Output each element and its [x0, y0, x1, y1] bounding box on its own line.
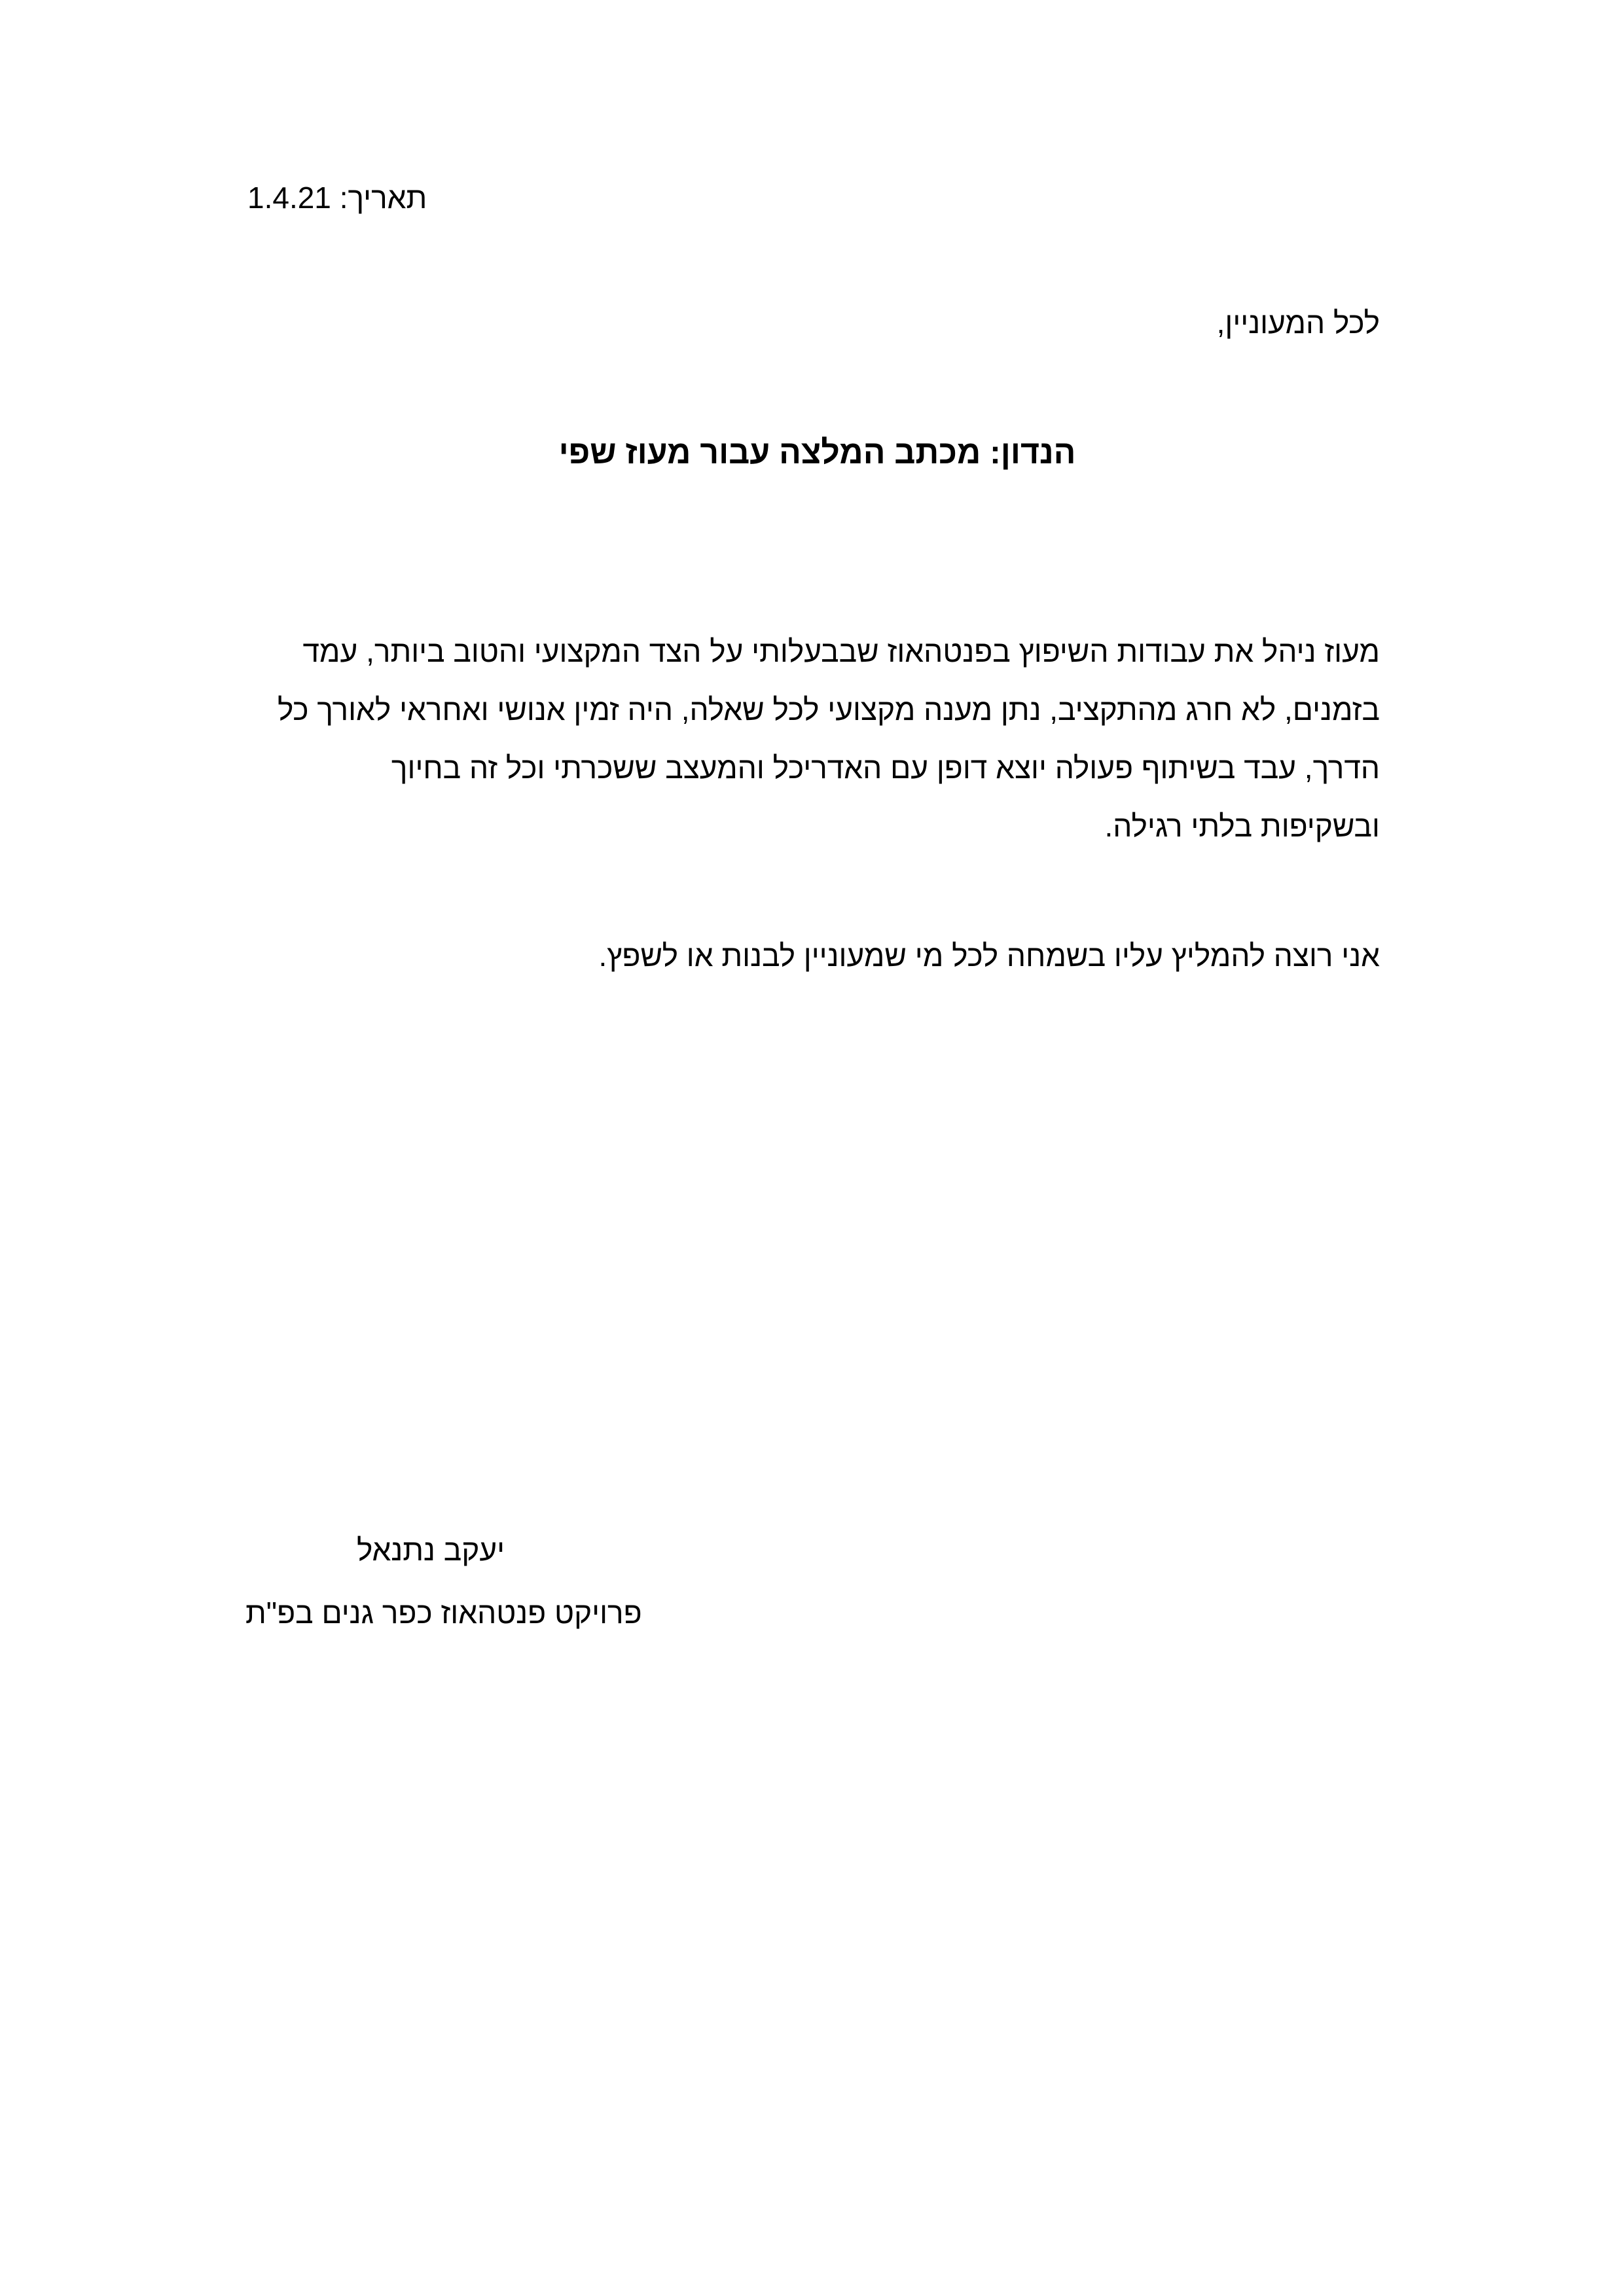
date-label: תאריך:: [339, 181, 427, 215]
body-line: בזמנים, לא חרג מהתקציב, נתן מענה מקצועי לכל שאלה, היה זמין אנושי ואחראי לאורך כל: [277, 692, 1380, 726]
signature-name: יעקב נתנאל: [357, 1533, 505, 1567]
date-value: 1.4.21: [247, 181, 331, 215]
body-line: מעוז ניהל את עבודות השיפוץ בפנטהאוז שבבעלותי על הצד המקצועי והטוב ביותר, עמד: [302, 634, 1380, 668]
subject-heading: [0, 431, 1624, 473]
signature-project: פרויקט פנטהאוז כפר גנים בפ"ת: [245, 1596, 642, 1630]
body-line: ובשקיפות בלתי רגילה.: [1104, 809, 1380, 843]
date-line: [247, 178, 427, 217]
recommendation-line: אני רוצה להמליץ עליו בשמחה לכל מי שמעוניין לבנות או לשפץ.: [598, 939, 1380, 973]
greeting: לכל המעוניין,: [1216, 306, 1380, 340]
body-line: הדרך, עבד בשיתוף פעולה יוצא דופן עם האדריכל והמעצב ששכרתי וכל זה בחיוך: [391, 751, 1380, 785]
body-paragraph: [241, 622, 1380, 855]
subject-text: הנדון: מכתב המלצה עבור מעוז שפי: [558, 434, 1076, 471]
